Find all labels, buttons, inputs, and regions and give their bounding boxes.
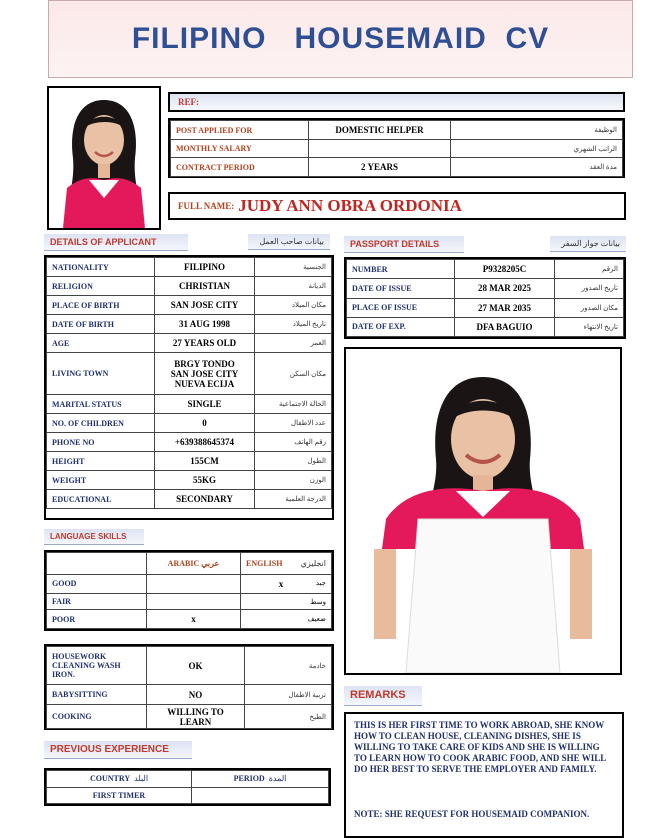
row-value: BRGY TONDO SAN JOSE CITY NUEVA ECIJA (155, 353, 255, 395)
table-row (47, 296, 332, 315)
row-label-ar: مكان السكن (255, 353, 332, 395)
row-label-ar: تاريخ الانتهاء (555, 317, 624, 336)
table-row (47, 315, 332, 334)
row-label-ar: مكان الصدور (555, 298, 624, 317)
table-row (47, 490, 332, 509)
row-value: SECONDARY (155, 490, 255, 509)
row-value: 55KG (155, 471, 255, 490)
cv-title: FILIPINO HOUSEMAID CV (131, 22, 550, 55)
job-label: MONTHLY SALARY (171, 140, 309, 158)
row-label: NUMBER (347, 260, 455, 279)
row-label-ar: الرقم (555, 260, 624, 279)
ref-label: REF: (178, 97, 199, 107)
lang-english-mark (241, 610, 332, 629)
row-label-ar: الوزن (255, 471, 332, 490)
row-value: 28 MAR 2025 (455, 279, 555, 298)
lang-arabic-mark (147, 593, 241, 610)
table-row (47, 452, 332, 471)
row-value: P9328205C (455, 260, 555, 279)
lang-english-mark (241, 593, 332, 610)
row-label-ar: الطبخ (245, 705, 332, 729)
row-value: 31 AUG 1998 (155, 315, 255, 334)
full-name-value: JUDY ANN OBRA ORDONIA (238, 196, 462, 215)
job-value (309, 140, 451, 158)
table-row (47, 258, 332, 277)
row-label-ar: الدرجة العلمية (255, 490, 332, 509)
table-row (47, 647, 332, 685)
row-label: EDUCATIONAL (47, 490, 155, 509)
row-label: NATIONALITY (47, 258, 155, 277)
col-english: ENGLISH انجليزي (241, 553, 332, 575)
table-row (171, 121, 623, 140)
remarks-box (344, 712, 624, 838)
passport-heading: PASSPORT DETAILS (344, 236, 464, 253)
experience-table (46, 770, 329, 804)
applicant-photo-small (47, 86, 161, 230)
row-value: OK (147, 647, 245, 685)
row-label-ar: رقم الهاتف (255, 433, 332, 452)
details-table-box (44, 255, 334, 520)
table-row (47, 277, 332, 296)
row-label: HEIGHT (47, 452, 155, 471)
col-english-ar: انجليزي (300, 559, 326, 568)
row-label: HOUSEWORK CLEANING WASH IRON. (47, 647, 147, 685)
row-label-ar: العمر (255, 334, 332, 353)
job-table (170, 120, 623, 177)
table-row (347, 298, 624, 317)
row-label: PLACE OF ISSUE (347, 298, 455, 317)
job-table-box (168, 118, 625, 178)
row-label: DATE OF EXP. (347, 317, 455, 336)
passport-heading-ar: بيانات جواز السفر (550, 236, 626, 252)
lang-level-ar: وسط (310, 597, 326, 606)
row-value: 0 (155, 414, 255, 433)
table-row (47, 575, 332, 594)
row-label: LIVING TOWN (47, 353, 155, 395)
row-label: PLACE OF BIRTH (47, 296, 155, 315)
row-value: WILLING TO LEARN (147, 705, 245, 729)
row-value: CHRISTIAN (155, 277, 255, 296)
cv-title-banner (48, 0, 633, 78)
row-label: DATE OF BIRTH (47, 315, 155, 334)
job-label-ar: مدة العقد (451, 158, 623, 177)
row-label-ar: خادمة (245, 647, 332, 685)
row-label-ar: تاريخ الميلاد (255, 315, 332, 334)
row-value: DFA BAGUIO (455, 317, 555, 336)
table-row (47, 610, 332, 629)
row-label-ar: الحالة الاجتماعية (255, 395, 332, 414)
row-label-ar: الطول (255, 452, 332, 471)
lang-level: GOOD (47, 575, 147, 594)
passport-table-box (344, 257, 626, 339)
lang-english-mark: x جيد (241, 575, 332, 594)
skills-table-box (44, 644, 334, 730)
table-row (47, 433, 332, 452)
table-row (47, 593, 332, 610)
job-value: DOMESTIC HELPER (309, 121, 451, 140)
row-label: AGE (47, 334, 155, 353)
row-label: RELIGION (47, 277, 155, 296)
table-row (47, 471, 332, 490)
row-label: MARITAL STATUS (47, 395, 155, 414)
job-label: CONTRACT PERIOD (171, 158, 309, 177)
job-label: POST APPLIED FOR (171, 121, 309, 140)
table-row (47, 771, 329, 788)
language-table-box (44, 550, 334, 631)
experience-heading: PREVIOUS EXPERIENCE (44, 741, 192, 759)
skills-table (46, 646, 332, 729)
row-value: NO (147, 685, 245, 705)
lang-level: POOR (47, 610, 147, 629)
table-row (47, 787, 329, 804)
lang-level: FAIR (47, 593, 147, 610)
language-heading: LANGUAGE SKILLS (44, 529, 144, 545)
row-value: 155CM (155, 452, 255, 471)
row-label-ar: مكان الميلاد (255, 296, 332, 315)
table-row (347, 279, 624, 298)
row-label: BABYSITTING (47, 685, 147, 705)
row-label-ar: عدد الاطفال (255, 414, 332, 433)
job-value: 2 YEARS (309, 158, 451, 177)
table-row (171, 158, 623, 177)
remarks-heading: REMARKS (344, 686, 422, 706)
table-row (47, 414, 332, 433)
row-value: 27 YEARS OLD (155, 334, 255, 353)
period-header-ar: المدة (268, 774, 287, 784)
table-row (347, 317, 624, 336)
row-value: +639388645374 (155, 433, 255, 452)
row-label: DATE OF ISSUE (347, 279, 455, 298)
full-name-label: FULL NAME: (178, 201, 235, 211)
row-label: COOKING (47, 705, 147, 729)
row-value: FILIPINO (155, 258, 255, 277)
row-label-ar: تربية الاطفال (245, 685, 332, 705)
lang-level-ar: ضعيف (307, 615, 326, 624)
remarks-text: THIS IS HER FIRST TIME TO WORK ABROAD, SHE KNOW HOW TO CLEAN HOUSE, CLEANING DISHES, SHE IS WILLING TO TAKE CARE OF KIDS AND SHE IS WILLING TO LEARN HOW TO COOK ARABIC FOOD, AND SHE WILL DO HER BEST TO SERVE THE EMPLOYER AND FAMILY. (354, 720, 606, 774)
details-table (46, 257, 332, 509)
row-label-ar: تاريخ الصدور (555, 279, 624, 298)
table-row (47, 334, 332, 353)
full-name-field (168, 192, 626, 220)
row-label: NO. OF CHILDREN (47, 414, 155, 433)
table-row (47, 705, 332, 729)
period-header: PERIOD المدة (192, 771, 329, 788)
experience-table-box (44, 768, 331, 806)
table-row (47, 353, 332, 395)
row-value: SAN JOSE CITY (155, 296, 255, 315)
row-label: PHONE NO (47, 433, 155, 452)
table-row (47, 685, 332, 705)
ref-field (168, 92, 625, 112)
lang-arabic-mark: x (147, 610, 241, 629)
portrait-illustration (346, 349, 620, 673)
experience-value: FIRST TIMER (47, 787, 192, 804)
table-row (47, 395, 332, 414)
row-label-ar: الديانة (255, 277, 332, 296)
remarks-note: NOTE: SHE REQUEST FOR HOUSEMAID COMPANION. (354, 809, 590, 819)
lang-level-ar: جيد (315, 578, 326, 587)
col-arabic: ARABIC عربي (147, 553, 241, 575)
language-table (46, 552, 332, 629)
row-label-ar: الجنسية (255, 258, 332, 277)
table-row (171, 140, 623, 158)
details-heading-ar: بيانات صاحب العمل (248, 234, 330, 250)
table-row (47, 553, 332, 575)
country-header-ar: البلد (134, 774, 149, 784)
lang-arabic-mark (147, 575, 241, 594)
row-value: SINGLE (155, 395, 255, 414)
country-header: COUNTRY البلد (47, 771, 192, 788)
portrait-illustration (49, 88, 159, 228)
row-value: 27 MAR 2035 (455, 298, 555, 317)
table-row (347, 260, 624, 279)
passport-table (346, 259, 624, 337)
job-label-ar: الوظيفة (451, 121, 623, 140)
job-label-ar: الراتب الشهري (451, 140, 623, 158)
applicant-photo-large (344, 347, 622, 675)
row-label: WEIGHT (47, 471, 155, 490)
details-heading: DETAILS OF APPLICANT (44, 234, 188, 251)
